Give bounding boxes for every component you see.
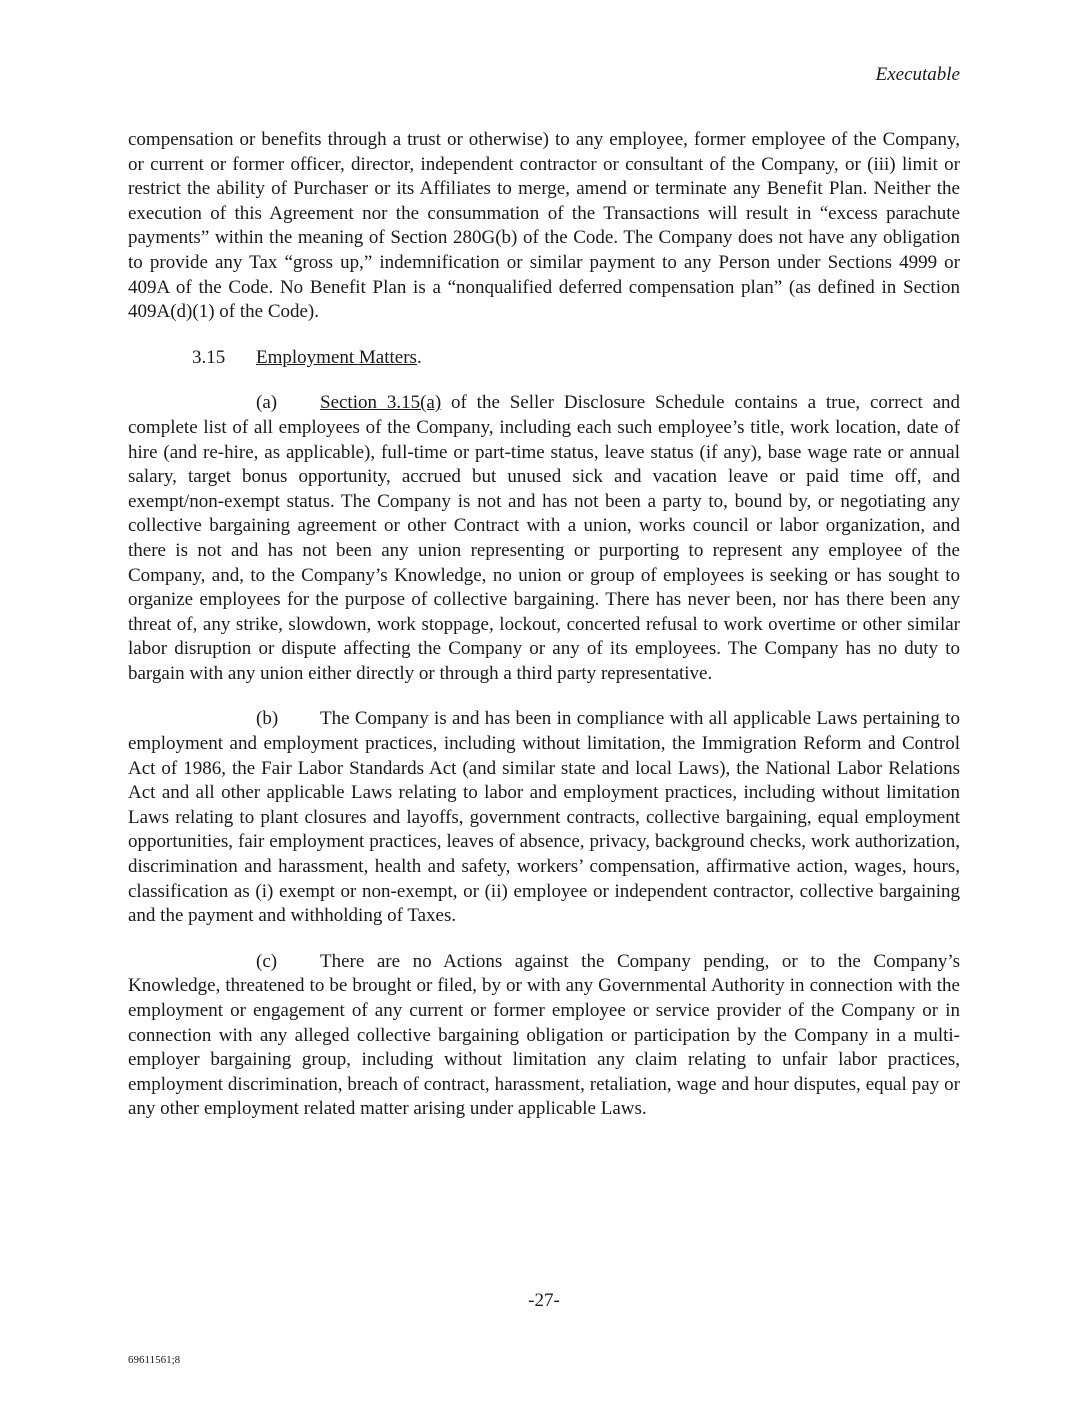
header-executable-mark: Executable bbox=[875, 64, 960, 85]
paragraph-a-text: of the Seller Disclosure Schedule contains a true, correct and complete list of all employees of the Company, including each such employee’s title, work location, date of hire (and re-hire, as applicable), full-time or part-time status, leave status (if any), base wage rate or annual salary, target bonus opportunity, accrued but unused sick and vacation leave or paid time off, and exempt/non-exempt status. The Company is not and has not been a party to, bound by, or negotiating any collective bargaining agreement or other Contract with a union, works council or labor organization, and there is not and has not been any union representing or purporting to represent any employee of the Company, and, to the Company’s Knowledge, no union or group of employees is seeking or has sought to organize employees for the purpose of collective bargaining. There has never been, nor has there been any threat of, any strike, slowdown, work stoppage, lockout, concerted refusal to work overtime or other similar labor disruption or dispute affecting the Company or any of its employees. The Company has no duty to bargain with any union either directly or through a third party representative. bbox=[128, 392, 961, 684]
paragraph-c bbox=[128, 950, 960, 1122]
page-number: -27- bbox=[528, 1290, 560, 1311]
section-heading bbox=[128, 346, 960, 371]
paragraph-b bbox=[128, 707, 960, 928]
section-title-period: . bbox=[416, 346, 422, 368]
paragraph-c-text: There are no Actions against the Company pending, or to the Company’s Knowledge, threatened to be brought or filed, by or with any Governmental Authority in connection with the employment or engagement of any current or former employee or service provider of the Company or in connection with any alleged collective bargaining obligation or participation by the Company in a multi-employer bargaining group, including without limitation any claim relating to unfair labor practices, employment discrimination, breach of contract, harassment, retaliation, wage and hour disputes, equal pay or any other employment related matter arising under applicable Laws. bbox=[128, 950, 960, 1120]
paragraph-b-text: The Company is and has been in compliance with all applicable Laws pertaining to employment and employment practices, including without limitation, the Immigration Reform and Control Act of 1986, the Fair Labor Standards Act (and similar state and local Laws), the National Labor Relations Act and all other applicable Laws relating to labor and employment practices, including without limitation Laws relating to plant closures and layoffs, government contracts, collective bargaining, equal employment opportunities, fair employment practices, leaves of absence, privacy, background checks, work authorization, discrimination and harassment, health and safety, workers’ compensation, affirmative action, wages, hours, classification as (i) exempt or non-exempt, or (ii) employee or independent contractor, collective bargaining and the payment and withholding of Taxes. bbox=[128, 708, 960, 927]
section-title: Employment Matters bbox=[256, 346, 417, 368]
section-reference: Section 3.15(a) bbox=[320, 392, 442, 414]
paragraph-b-marker: (b) bbox=[256, 708, 279, 730]
continuation-paragraph: compensation or benefits through a trust or otherwise) to any employee, former employee of the Company, or current or former officer, director, independent contractor or consultant of the Company, or (iii) limit or restrict the ability of Purchaser or its Affiliates to merge, amend or terminate any Benefit Plan. Neither the execution of this Agreement nor the consummation of the Transactions will result in “excess parachute payments” within the meaning of Section 280G(b) of the Code. The Company does not have any obligation to provide any Tax “gross up,” indemnification or similar payment to any Person under Sections 4999 or 409A of the Code. No Benefit Plan is a “nonqualified deferred compensation plan” (as defined in Section 409A(d)(1) of the Code). bbox=[128, 129, 960, 323]
document-body bbox=[128, 128, 960, 1143]
paragraph-a bbox=[128, 391, 960, 686]
document-id: 69611561;8 bbox=[128, 1354, 181, 1366]
section-number: 3.15 bbox=[192, 346, 226, 368]
paragraph-a-marker: (a) bbox=[256, 392, 278, 414]
paragraph-c-marker: (c) bbox=[256, 950, 278, 972]
